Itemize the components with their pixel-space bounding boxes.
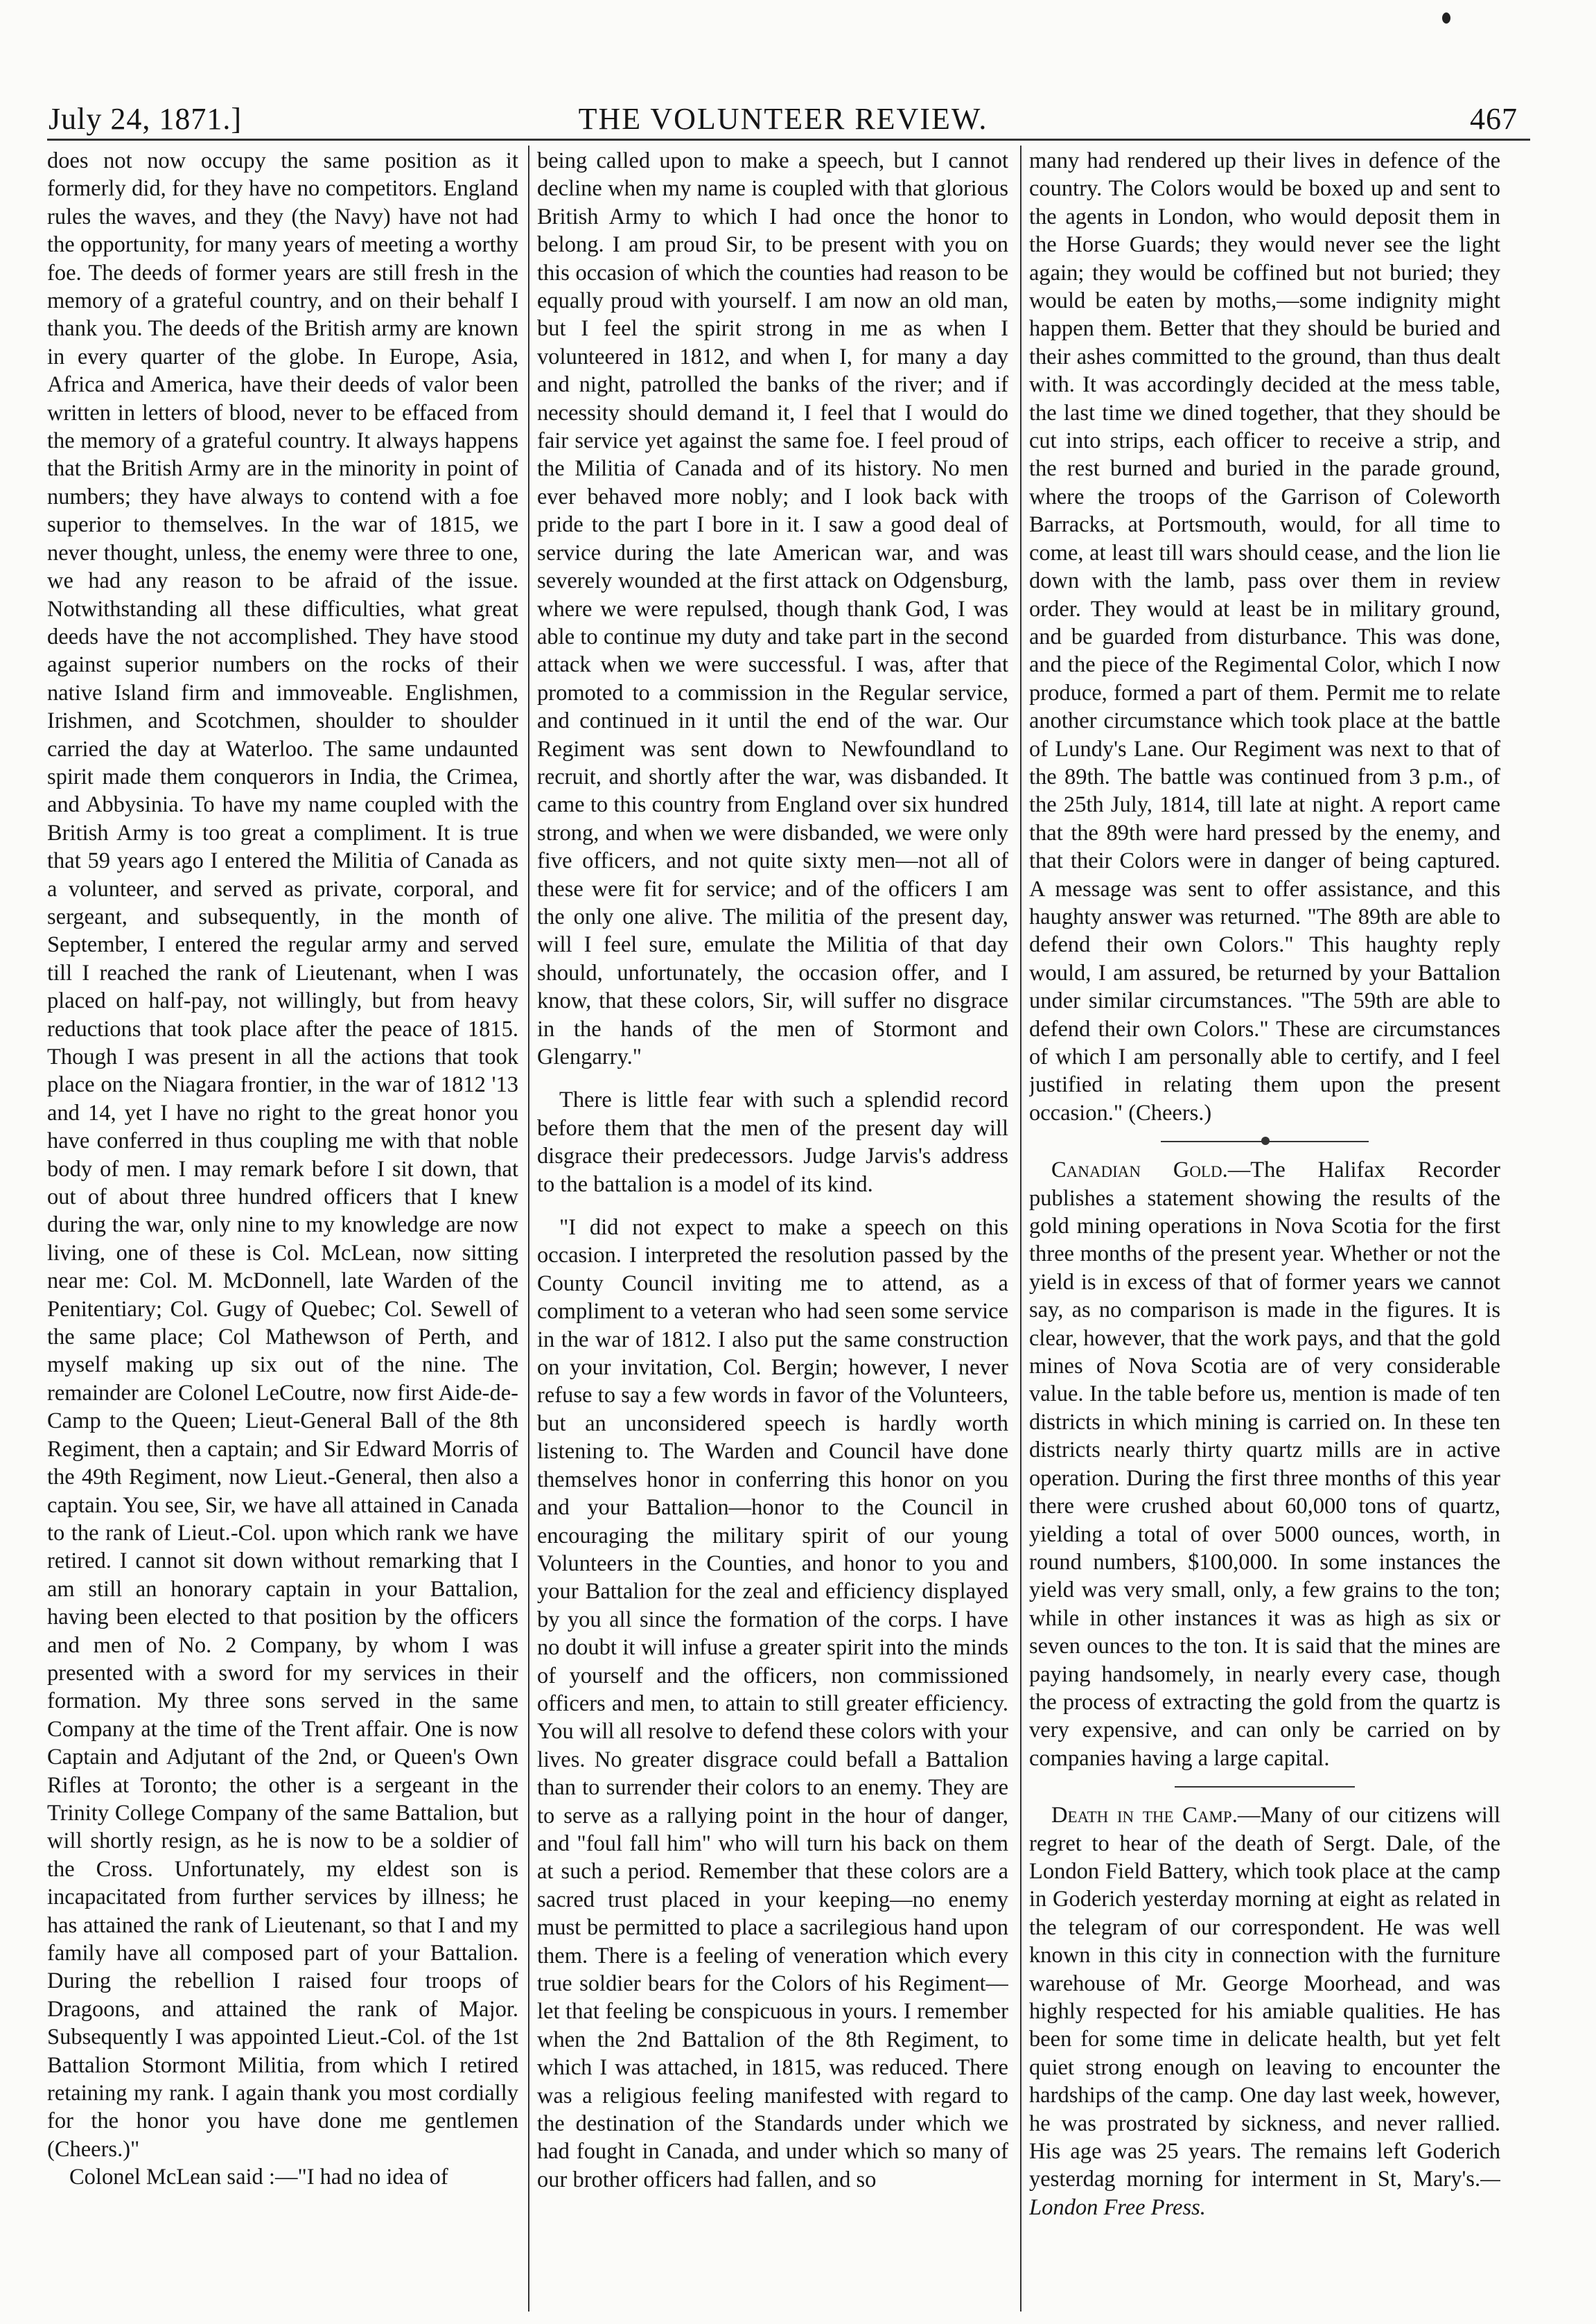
speech-continuation: does not now occupy the same position as it formerly did, for they have no competitors. England rules the waves, and they (the Navy) have not had the opportunity, for many years of meeting a worthy foe. The deeds of former years are still fresh in the memory of a grateful country, and on their behalf I thank you. The deeds of the British army are known in every quarter of the globe. In Europe, Asia, Africa and America, have their deeds of valor been written in letters of blood, never to be effaced from the memory of a grateful country. It always happens that the British Army are in the minority in point of numbers; they have always to contend with a foe superior to themselves. In the war of 1815, we never thought, unless, the enemy were three to one, we had any reason to be afraid of the issue. Notwithstanding all these difficulties, what great deeds have the not accomplished. They have stood against superior numbers on the rocks of their native Island firm and immoveable. Englishmen, Irishmen, and Scotchmen, shoulder to shoulder carried the day at Waterloo. The same undaunted spirit made them conquerors in India, the Crimea, and Abbysinia. To have my name coupled with the British Army is too great a compliment. It is true that 59 years ago I entered the Militia of Canada as a volunteer, and served as private, corporal, and sergeant, and subsequently, in the month of September, I entered the regular army and served till I reached the rank of Lieutenant, when I was placed on half-pay, not willingly, but from heavy reductions that took place after the peace of 1815. Though I was present in all the actions that took place on the Niagara frontier, in the war of 1812 '13 and 14, yet I have no right to the great honor you have conferred in thus coupling me with that noble body of men. I may remark before I sit down, that out of about three hundred officers that I knew during the war, only nine to my knowledge are now living, one of these is Col. McLean, now sitting near me: Col. M. McDonnell, late Warden of the Penitentiary; Col. Gugy of Quebec; Col. Sewell of the same place; Col Mathewson of Perth, and myself making up six out of the nine. The remainder are Colonel LeCoutre, now first Aide-de-Camp to the Queen; Lieut-General Ball of the 8th Regiment, then a captain; and Sir Edward Morris of the 49th Regiment, now Lieut.-General, then also a captain. You see, Sir, we have all attained in Canada to the rank of Lieut.-Col. upon which rank we have retired. I cannot sit down without remarking that I am still an honorary captain in your Battalion, having been elected to that position by the officers and men of No. 2 Company, by whom I was presented with a sword for my services in their formation. My three sons served in the same Company at the time of the Trent affair. One is now Captain and Adjutant of the 2nd, or Queen's Own Rifles at Toronto; the other is a sergeant in the Trinity College Company of the same Battalion, but will shortly resign, as he is now to be a soldier of the Cross. Unfortunately, my eldest son is incapacitated from further services by illness; he has attained the rank of Lieutenant, so that I and my family have all composed part of your Battalion. During the rebellion I raised four troops of Dragoons, and attained the rank of Major. Subsequently I was appointed Lieut.-Col. of the 1st Battalion Stormont Militia, from which I retired retaining my rank. I again thank you most cordially for the honor you have done me gentlemen (Cheers.)" [47, 148, 518, 2162]
column-1 [47, 147, 518, 2316]
header-rule [47, 139, 1530, 141]
death-in-camp-heading: Death in the Camp. [1051, 1803, 1238, 1828]
death-in-camp-source: —London Free Press. [1029, 2167, 1500, 2220]
editorial-note: There is little fear with such a splendid record before them that the men of the present day will disgrace their predecessors. Judge Jarvis's address to the battalion is a model of its kind. [537, 1087, 1008, 1197]
jarvis-address-continued: many had rendered up their lives in defence of the country. The Colors would be boxed up and sent to the agents in London, who would deposit them in the Horse Guards; they would never see the light again; they would be coffined but not buried; they would be eaten by moths,—some indignity might happen them. Better that they should be buried and their ashes committed to the ground, than thus dealt with. It was accordingly decided at the mess table, the last time we dined together, that they should be cut into strips, each officer to receive a strip, and the rest burned and buried in the parade ground, where the troops of the Garrison of Coleworth Barracks, at Portsmouth, would, for all time to come, at least till wars should cease, and the lion lie down with the lamb, pass over them in review order. They would at least be in military ground, and be guarded from disturbance. This was done, and the piece of the Regimental Color, which I now produce, formed a part of them. Permit me to relate another circumstance which took place at the battle of Lundy's Lane. Our Regiment was next to that of the 89th. The battle was continued from 3 p.m., of the 25th July, 1814, till late at night. A report came that the 89th were hard pressed by the enemy, and that their Colors were in danger of being captured. A message was sent to offer assistance, and this haughty answer was returned. "The 89th are able to defend their own Colors." This haughty reply would, I am assured, be returned by your Battalion under similar circumstances. "The 59th are able to defend their own Colors." These are circumstances of which I am personally able to certify, and I feel justified in relating them upon the present occasion." (Cheers.) [1029, 148, 1500, 1126]
death-in-camp-body: —Many of our citizens will regret to hear of the death of Sergt. Dale, of the London Field Battery, which took place at the camp in Goderich yesterday morning at eight as related in the telegram of our correspondent. He was well known in this city in connection with the furniture warehouse of Mr. George Moorhead, and was highly respected for his amiable qualities. He has been for some time in delicate health, but yet felt quiet strong enough on leaving to encounter the hardships of the camp. One day last week, however, he was prostrated by sickness, and never rallied. His age was 25 years. The remains left Goderich yesterdag morning for interment in St, Mary's. [1029, 1803, 1500, 2192]
canadian-gold-article [1029, 1156, 1500, 1772]
mclean-intro: Colonel McLean said :—"I had no idea of [69, 2165, 448, 2190]
mclean-speech: being called upon to make a speech, but I cannot decline when my name is coupled with that glorious British Army to which I had once the honor to belong. I am proud Sir, to be present with you on this occasion of which the counties had reason to be equally proud with yourself. I am now an old man, but I feel the spirit strong in me as when I volunteered in 1812, and when I, for many a day and night, patrolled the banks of the river; and if necessity should demand it, I feel that I would do fair service yet against the same foe. I feel proud of the Militia of Canada and of its history. No men ever behaved more nobly; and I look back with pride to the part I bore in it. I saw a good deal of service during the late American war, and was severely wounded at the first attack on Odgensburg, where we were repulsed, though thank God, I was able to continue my duty and take part in the second attack when we were successful. I was, after that promoted to a commission in the Regular service, and continued in it until the end of the war. Our Regiment was sent down to Newfoundland to recruit, and shortly after the war, was disbanded. It came to this country from England over six hundred strong, and when we were disbanded, we were only five officers, and not quite sixty men—not all of these were fit for service; and of the officers I am the only one alive. The militia of the present day, will I feel sure, emulate the Militia of that day should, unfortunately, the occasion offer, and I know, that these colors, Sir, will suffer no disgrace in the hands of the men of Stormont and Glengarry." [537, 148, 1008, 1069]
jarvis-address: "I did not expect to make a speech on this occasion. I interpreted the resolution passed by the County Council inviting me to attend, as a compliment to a veteran who had seen some service in the war of 1812. I also put the same construction on your invitation, Col. Bergin; however, I never refuse to say a few words in favor of the Volunteers, but an unconsidered speech is hardly worth listening to. The Warden and Council have done themselves honor in conferring this honor on you and your Battalion—honor to the Council in encouraging the military spirit of our young Volunteers in the Counties, and honor to you and your Battalion for the zeal and efficiency displayed by you all since the formation of the corps. I have no doubt it will infuse a greater spirit into the minds of yourself and the officers, non commissioned officers and men, to attain to still greater efficiency. You will all resolve to defend these colors with your lives. No greater disgrace could befall a Battalion than to surrender their colors to an enemy. They are to serve as a rallying point in the hour of danger, and "foul fall him" who will turn his back on them at such a period. Remember that these colors are a sacred trust placed in your keeping—no enemy must be permitted to place a sacrilegious hand upon them. There is a feeling of veneration which every true soldier bears for the Colors of his Regiment—let that feeling be conspicuous in yours. I remember when the 2nd Battalion of the 8th Regiment, to which I was attached, in 1815, was reduced. There was a religious feeling manifested with regard to the destination of the Standards under which we had fought in Canada, and under which so many of our brother officers had fallen, and so [537, 1215, 1008, 2192]
page-number: 467 [1470, 102, 1518, 136]
column-divider-1 [528, 146, 529, 2312]
canadian-gold-heading: Canadian Gold. [1051, 1157, 1228, 1183]
canadian-gold-body: —The Halifax Recorder publishes a statement showing the results of the gold mining operations in Nova Scotia for the first three months of the present year. Whether or not the yield is in excess of that of former years we cannot say, as no comparison is made in the figures. It is clear, however, that the work pays, and that the gold mines of Nova Scotia are of very considerable value. In the table before us, mention is made of ten districts in which mining is carried on. In these ten districts nearly thirty quartz mills are in active operation. During the first three months of this year there were crushed about 60,000 tons of quartz, yielding a total of over 5000 ounces, worth, in round numbers, $100,000. In some instances the yield was very small, only, a few grains to the ton; while in other instances it was as high as six or seven ounces to the ton. It is said that the mines are paying handsomely, in nearly every case, though the process of extracting the gold from the quartz is very expensive, and can only be carried on by companies having a large capital. [1029, 1157, 1500, 1771]
section-separator-2 [1175, 1786, 1355, 1788]
death-in-camp-article [1029, 1801, 1500, 2221]
newspaper-title: THE VOLUNTEER REVIEW. [578, 102, 988, 136]
column-divider-2 [1020, 146, 1021, 2312]
page-header [49, 101, 1518, 143]
column-2 [537, 147, 1008, 2316]
ink-spot [1442, 12, 1450, 24]
section-separator [1161, 1141, 1369, 1142]
issue-date: July 24, 1871.] [49, 102, 242, 136]
column-3 [1029, 147, 1500, 2316]
